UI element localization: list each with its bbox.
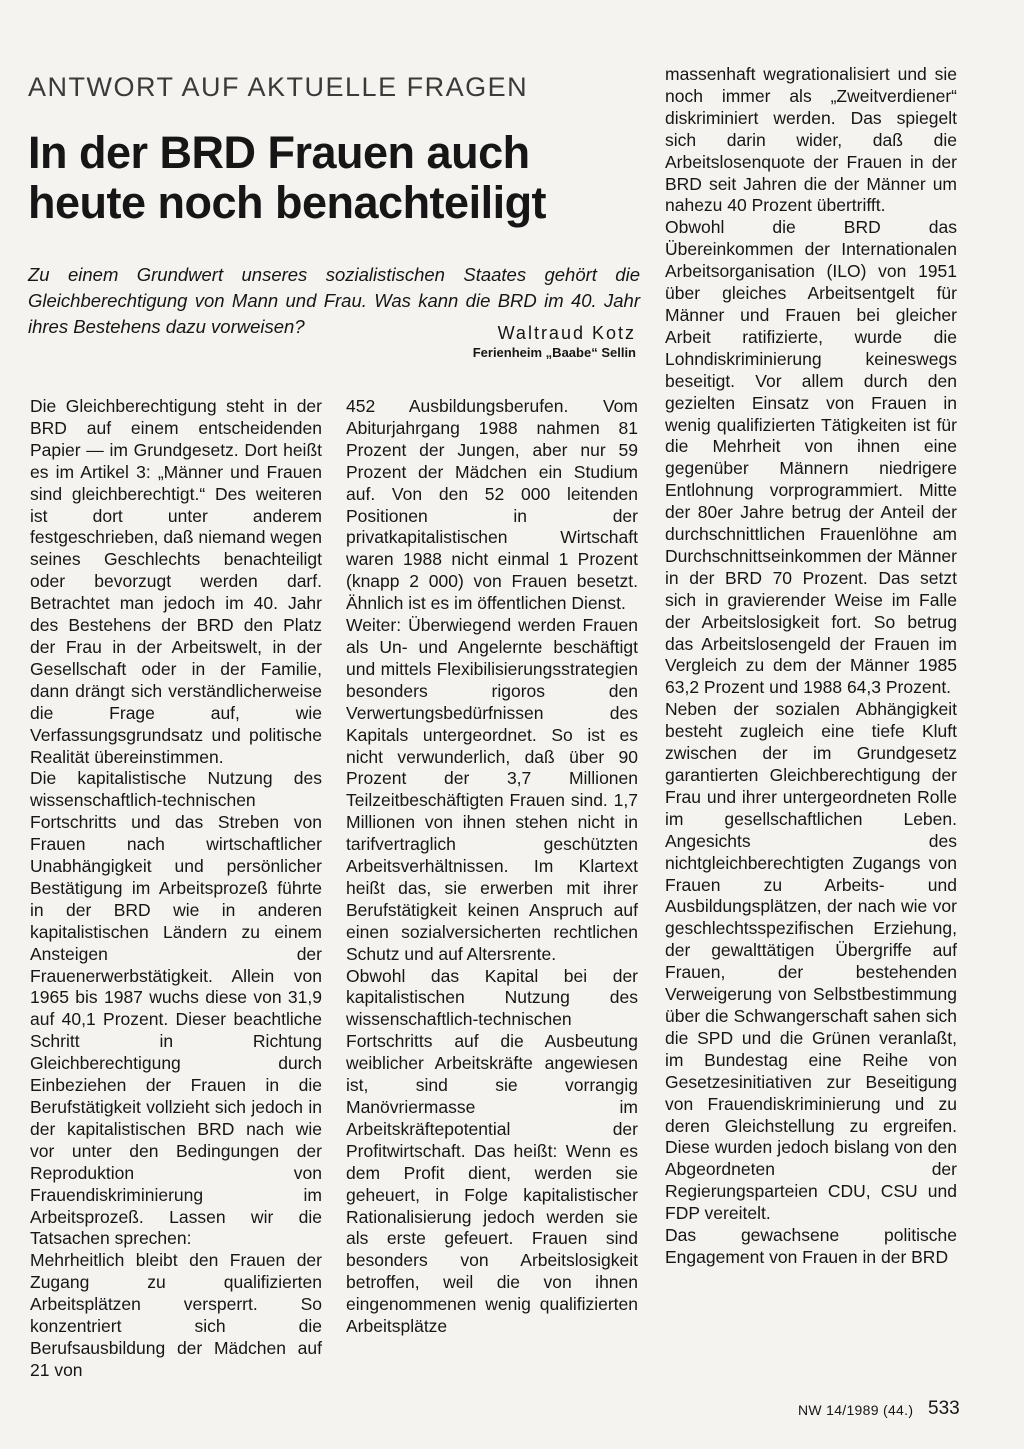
article-lead: Zu einem Grundwert unseres sozialistischen Staates gehört die Gleichberechtigung von Mann und Frau. Was kann die BRD im 40. Jahr ihres Bestehens dazu vorweisen?: [28, 264, 640, 337]
text-column-1: [30, 396, 322, 1382]
paragraph: Das gewachsene politische Engagement von Frauen in der BRD: [665, 1225, 957, 1267]
author-name: Waltraud Kotz: [497, 323, 636, 343]
page-number: 533: [928, 1398, 960, 1419]
issue-reference: NW 14/1989 (44.): [798, 1402, 914, 1418]
author-affiliation: Ferienheim „Baabe“ Sellin: [472, 345, 636, 360]
paragraph: massenhaft wegrationalisiert und sie noch immer als „Zweitverdiener“ diskriminiert werden. Das spiegelt sich darin wider, daß die Arbeitslosenquote der Frauen in der BRD seit Jahren die der Männer um nahezu 40 Prozent übertrifft.: [665, 64, 957, 216]
article-headline: In der BRD Frauen auch heute noch benachteiligt: [28, 127, 547, 228]
paragraph: Obwohl das Kapital bei der kapitalistischen Nutzung des wissenschaftlich-technischen Fortschritts auf die Ausbeutung weiblicher Arbeitskräfte angewiesen ist, sind sie vorrangig Manövriermasse im Arbeitskräftepotential der Profitwirtschaft. Das heißt: Wenn es dem Profit dient, werden sie geheuert, in Folge kapitalistischer Rationalisierung jedoch werden sie als erste gefeuert. Frauen sind besonders von Arbeitslosigkeit betroffen, weil die von ihnen eingenommenen wenig qualifizierten Arbeitsplätze: [346, 965, 638, 1337]
paragraph: Die kapitalistische Nutzung des wissenschaftlich-technischen Fortschritts und das Streben von Frauen nach wirtschaftlicher Unabhängigkeit und persönlicher Bestätigung im Arbeitsprozeß führte in der BRD wie in anderen kapitalistischen Ländern zu einem Ansteigen der Frauenerwerbstätigkeit. Allein von 1965 bis 1987 wuchs diese von 31,9 auf 40,1 Prozent. Dieser beachtliche Schritt in Richtung Gleichberechtigung durch Einbeziehen der Frauen in die Berufstätigkeit vollzieht sich jedoch in der kapitalistischen BRD nach wie vor unter den Bedingungen der Reproduktion von Frauendiskriminierung im Arbeitsprozeß. Lassen wir die Tatsachen sprechen:: [30, 768, 322, 1249]
paragraph: Mehrheitlich bleibt den Frauen der Zugang zu qualifizierten Arbeitsplätzen versperrt. So konzentriert sich die Berufsausbildung der Mädchen auf 21 von: [30, 1250, 322, 1380]
text-column-2: [346, 396, 638, 1338]
paragraph: Die Gleichberechtigung steht in der BRD auf einem entscheidenden Papier — im Grundgesetz. Dort heißt es im Artikel 3: „Männer und Frauen sind gleichberechtigt.“ Des weiteren ist dort unter anderem festgeschrieben, daß niemand wegen seines Geschlechts benachteiligt oder bevorzugt werden darf. Betrachtet man jedoch im 40. Jahr des Bestehens der BRD den Platz der Frau in der Arbeitswelt, in der Gesellschaft oder in der Familie, dann drängt sich verständlicherweise die Frage auf, wie Verfassungsgrundsatz und politische Realität übereinstimmen.: [30, 396, 322, 767]
paragraph: Obwohl die BRD das Übereinkommen der Internationalen Arbeitsorganisation (ILO) von 1951 über gleiches Arbeitsentgelt für Männer und Frauen bei gleicher Arbeit ratifizierte, wurde die Lohndiskriminierung keineswegs beseitigt. Vor allem durch den gezielten Einsatz von Frauen in wenig qualifizierten Tätigkeiten ist für die Mehrheit von ihnen eine gegenüber Männern niedrigere Entlohnung vorprogrammiert. Mitte der 80er Jahre betrug der Anteil der durchschnittlichen Frauenlöhne am Durchschnittseinkommen der Männer in der BRD 70 Prozent. Das setzt sich in gravierender Weise im Falle der Arbeitslosigkeit fort. So betrug das Arbeitslosengeld der Frauen im Vergleich zu dem der Männer 1985 63,2 Prozent und 1988 64,3 Prozent.: [665, 217, 957, 698]
paragraph: Weiter: Überwiegend werden Frauen als Un- und Angelernte beschäftigt und mittels Flexibilisierungsstrategien besonders rigoros den Verwertungsbedürfnissen des Kapitals untergeordnet. So ist es nicht verwunderlich, daß über 90 Prozent der 3,7 Millionen Teilzeitbeschäftigten Frauen sind. 1,7 Millionen von ihnen stehen nicht in tarifvertraglich geschützten Arbeitsverhältnissen. Im Klartext heißt das, sie erwerben mit ihrer Berufstätigkeit keinen Anspruch auf einen sozialversicherten rechtlichen Schutz und auf Altersrente.: [346, 615, 638, 964]
text-column-3: [665, 64, 957, 1269]
section-kicker: ANTWORT AUF AKTUELLE FRAGEN: [28, 72, 529, 102]
paragraph: Neben der sozialen Abhängigkeit besteht zugleich eine tiefe Kluft zwischen der im Grundgesetz garantierten Gleichberechtigung der Frau und ihrer untergeordneten Rolle im gesellschaftlichen Leben. Angesichts des nichtgleichberechtigten Zugangs von Frauen zu Arbeits- und Ausbildungsplätzen, der nach wie vor geschlechtsspezifischen Erziehung, der gewalttätigen Übergriffe auf Frauen, der bestehenden Verweigerung von Selbstbestimmung über die Schwangerschaft sahen sich die SPD und die Grünen veranlaßt, im Bundestag eine Reihe von Gesetzesinitiativen zur Beseitigung von Frauendiskriminierung und zu deren Gleichstellung zu ergreifen. Diese wurden jedoch bislang von den Abgeordneten der Regierungsparteien CDU, CSU und FDP vereitelt.: [665, 699, 957, 1224]
paragraph: 452 Ausbildungsberufen. Vom Abiturjahrgang 1988 nahmen 81 Prozent der Jungen, aber nur 59 Prozent der Mädchen ein Studium auf. Von den 52 000 leitenden Positionen in der privatkapitalistischen Wirtschaft waren 1988 nicht einmal 1 Prozent (knapp 2 000) von Frauen besetzt. Ähnlich ist es im öffentlichen Dienst.: [346, 396, 638, 614]
